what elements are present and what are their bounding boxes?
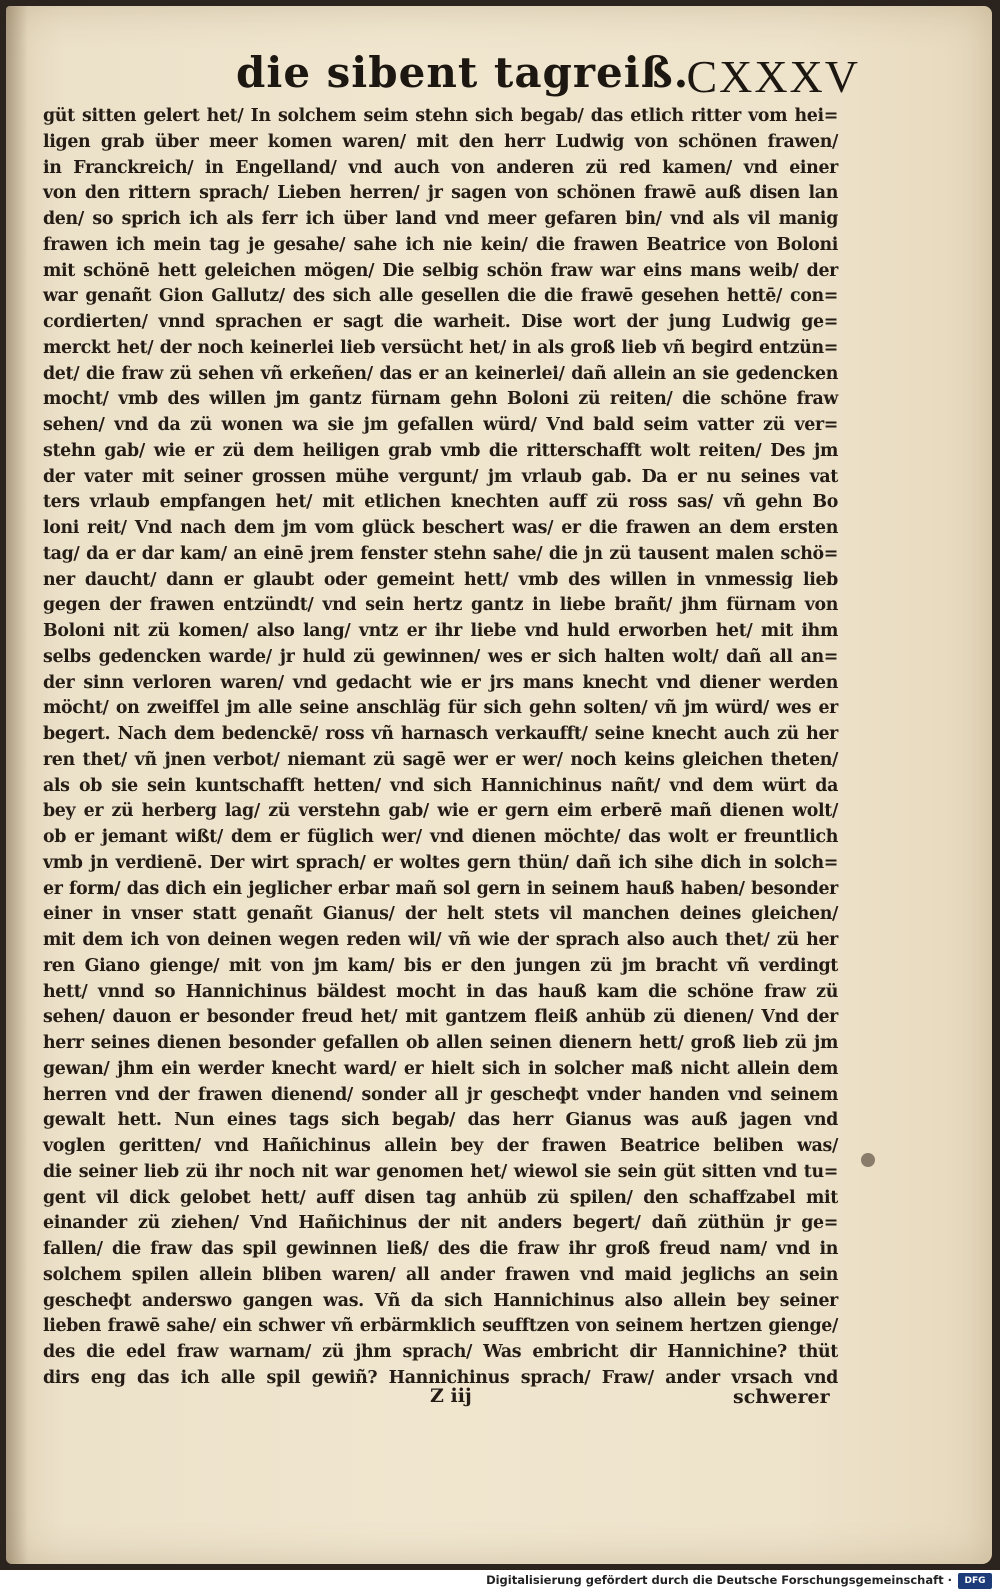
text-line: voglen geritten/ vnd Hañichinus allein bey der frawen Beatrice beliben was/	[43, 1136, 838, 1156]
text-line: von den rittern sprach/ Lieben herren/ jr sagen von schönen frawē auß disen lan	[43, 183, 838, 204]
text-line: die seiner lieb zü ihr noch nit war genomen het/ wiewol sie sein güt sitten vnd tu=	[43, 1161, 838, 1182]
text-line: ligen grab über meer komen waren/ mit den herr Ludwig von schönen frawen/	[43, 131, 838, 152]
text-line: det/ die fraw zü sehen vñ erkeñen/ das er an keinerlei/ dañ allein an sie gedencken	[43, 363, 838, 384]
text-line: vmb jn verdienē. Der wirt sprach/ er woltes gern thün/ dañ ich sihe dich in solch=	[43, 852, 838, 873]
text-line: solchem spilen allein bliben waren/ all ander frawen vnd maid jeglichs an sein	[43, 1264, 838, 1285]
text-line: war genañt Gion Gallutz/ des sich alle gesellen die die frawē gesehen hettē/ con=	[43, 286, 838, 307]
text-line: der sinn verloren waren/ vnd gedacht wie er jrs mans knecht vnd diener werden	[43, 672, 838, 693]
text-line: gewan/ jhm ein werder knecht ward/ er hielt sich in solcher maß nicht allein dem	[43, 1058, 838, 1079]
text-line: herren vnd der frawen dienend/ sonder all jr gescheфt vnder handen vnd seinem	[43, 1084, 838, 1105]
text-line: dirs eng das ich alle spil gewiñ? Hannichinus sprach/ Fraw/ ander vrsach vnd	[43, 1367, 838, 1388]
text-line: mit dem ich von deinen wegen reden wil/ vñ wie der sprach also auch thet/ zü her	[43, 930, 838, 950]
text-line: lieben frawē sahe/ ein schwer vñ erbärmklich seufftzen von seinem hertzen gienge/	[43, 1316, 838, 1337]
text-line: gewalt hett. Nun eines tags sich begab/ das herr Gianus was auß jagen vnd	[43, 1110, 838, 1131]
signature-mark: Z iij	[430, 1385, 472, 1407]
text-line: ters vrlaub empfangen het/ mit etlichen knechten auff zü ross sas/ vñ gehn Bo	[43, 492, 838, 513]
text-line: ner daucht/ dann er glaubt oder gemeint hett/ vmb des willen in vnmessig lieb	[43, 569, 838, 590]
text-line: stehn gab/ wie er zü dem heiligen grab vmb die ritterschafft wolt reiten/ Des jm	[43, 440, 838, 461]
dfg-logo-icon: DFG	[958, 1573, 992, 1589]
text-line: mit schönē hett geleichen mögen/ Die selbig schön fraw war eins mans weib/ der	[43, 260, 838, 281]
text-line: loni reit/ Vnd nach dem jm vom glück beschert was/ er die frawen an dem ersten	[43, 518, 838, 538]
text-line: tag/ da er dar kam/ an einē jrem fenster stehn sahe/ die jn zü tausent malen schö=	[43, 543, 838, 564]
page-gutter-shadow	[6, 6, 28, 1564]
folio-number: CXXXV	[686, 51, 860, 102]
text-line: möcht/ on zweiffel jm alle seine anschläg für sich gehn solten/ vñ jm würd/ wes er	[43, 698, 838, 719]
text-line: begert. Nach dem bedenckē/ ross vñ harnasch verkaufft/ seine knecht auch zü her	[43, 724, 838, 744]
funding-credit: Digitalisierung gefördert durch die Deutsche Forschungsgemeinschaft ·	[486, 1573, 952, 1587]
text-line: einander zü ziehen/ Vnd Hañichinus der nit anders begert/ dañ züthün jr ge=	[43, 1213, 838, 1234]
text-line: gegen der frawen entzündt/ vnd sein hertz gantz in liebe brañt/ jhm fürnam von	[43, 595, 838, 616]
text-line: merckt het/ der noch keinerlei lieb versücht het/ in als groß lieb vñ begird entzün=	[43, 337, 838, 358]
text-line: selbs gedencken warde/ jr huld zü gewinnen/ wes er sich halten wolt/ dañ all an=	[43, 646, 838, 667]
text-line: den/ so sprich ich als ferr ich über land vnd meer gefaren bin/ vnd als vil manig	[43, 209, 838, 229]
running-head: die sibent tagreiß.	[236, 48, 690, 97]
text-line: der vater mit seiner grossen mühe vergunt/ jm vrlaub gab. Da er nu seines vat	[43, 466, 838, 487]
text-line: ren Giano gienge/ mit von jm kam/ bis er den jungen zü jm bracht vñ verdingt	[43, 955, 838, 976]
text-line: bey er zü herberg lag/ zü verstehn gab/ wie er gern eim erberē mañ dienen wolt/	[43, 801, 838, 822]
text-line: in Franckreich/ in Engelland/ vnd auch von anderen zü red kamen/ vnd einer	[43, 157, 838, 178]
text-line: des die edel fraw warnam/ zü jhm sprach/ Was embricht dir Hannichine? thüt	[43, 1342, 838, 1362]
text-line: gent vil dick gelobet hett/ auff disen tag anhüb zü spilen/ den schaffzabel mit	[43, 1187, 838, 1208]
text-line: einer in vnser statt genañt Gianus/ der helt stets vil manchen deines gleichen/	[43, 904, 838, 925]
footer-bar	[0, 1570, 1000, 1593]
text-line: hett/ vnnd so Hannichinus bäldest mocht in das hauß kam die schöne fraw zü	[43, 981, 838, 1002]
text-line: sehen/ dauon er besonder freud het/ mit gantzem fleiß anhüb zü dienen/ Vnd der	[43, 1007, 838, 1028]
text-line: Boloni nit zü komen/ also lang/ vntz er ihr liebe vnd huld erworben het/ mit ihm	[43, 621, 838, 641]
text-line: gescheфt anderswo gangen was. Vñ da sich Hannichinus also allein bey seiner	[43, 1290, 838, 1311]
text-line: ren thet/ vñ jnen verbot/ niemant zü sagē wer er wer/ noch keins gleichen theten/	[43, 749, 838, 770]
text-line: cordierten/ vnnd sprachen er sagt die warheit. Dise wort der jung Ludwig ge=	[43, 312, 838, 332]
text-line: güt sitten gelert het/ In solchem seim stehn sich begab/ das etlich ritter vom hei=	[43, 106, 838, 126]
margin-dot-mark	[861, 1153, 875, 1167]
text-line: er form/ das dich ein jeglicher erbar mañ sol gern in seinem hauß haben/ besonder	[43, 878, 838, 899]
text-line: frawen ich mein tag je gesahe/ sahe ich nie kein/ die frawen Beatrice von Boloni	[43, 234, 838, 255]
text-line: herr seines dienen besonder gefallen ob allen seinen dienern hett/ groß lieb zü jm	[43, 1033, 838, 1053]
text-line: mocht/ vmb des willen jm gantz fürnam gehn Boloni zü reiten/ die schöne fraw	[43, 389, 838, 410]
body-text-block	[43, 104, 838, 1392]
text-line: als ob sie sein kuntschafft hetten/ vnd sich Hannichinus nañt/ vnd dem würt da	[43, 775, 838, 796]
text-line: ob er jemant wißt/ dem er füglich wer/ vnd dienen möchte/ das wolt er freuntlich	[43, 827, 838, 847]
text-line: fallen/ die fraw das spil gewinnen ließ/ des die fraw ihr groß freud nam/ vnd in	[43, 1239, 838, 1259]
catchword: schwerer	[733, 1386, 830, 1408]
text-line: sehen/ vnd da zü wonen wa sie jm gefallen würd/ Vnd bald seim vatter zü ver=	[43, 415, 838, 435]
